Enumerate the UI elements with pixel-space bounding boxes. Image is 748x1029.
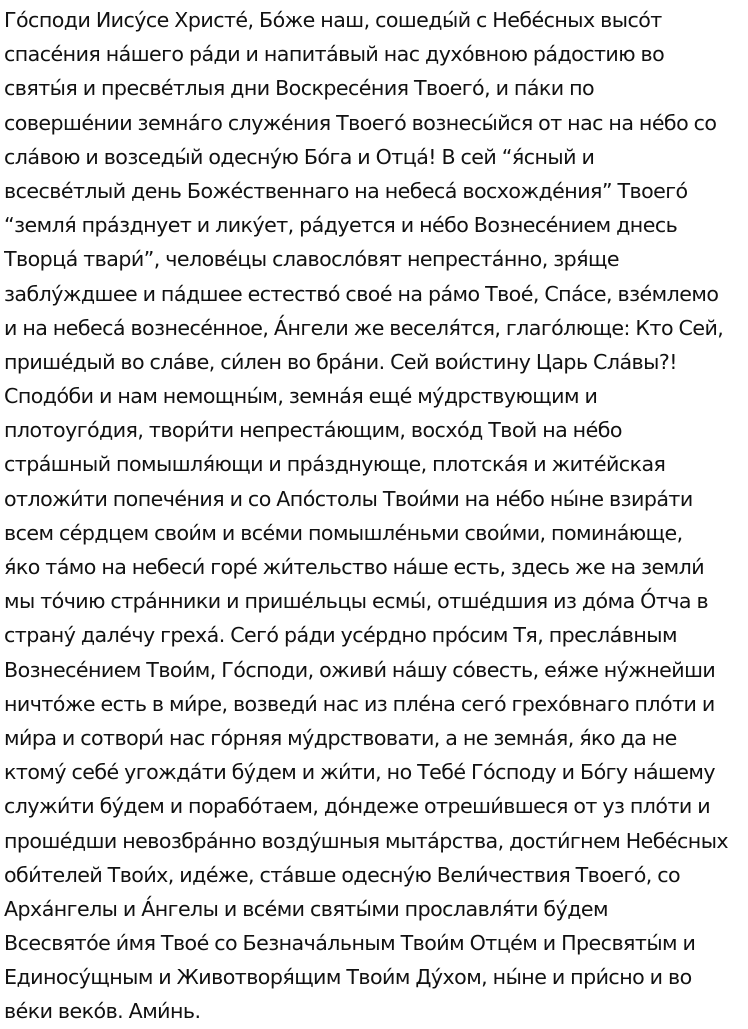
text-line: спасе́ния на́шего ра́ди и напита́вый нас духо́вною ра́достию во xyxy=(4,42,665,67)
text-line: ктому́ себе́ угожда́ти бу́дем и жи́ти, но Тебе́ Го́споду и Бо́гу на́шему xyxy=(4,760,716,785)
text-line: ничто́же есть в ми́ре, возведи́ нас из пле́на сего́ грехо́внаго пло́ти и xyxy=(4,691,715,716)
text-line: Творца́ твари́”, челове́цы славосло́вят непреста́нно, зря́ще xyxy=(4,247,619,272)
text-line: я́ко та́мо на небеси́ горе́ жи́тельство на́ше есть, здесь же на земли́ xyxy=(4,555,705,579)
text-line: ми́ра и сотвори́ нас го́рняя му́дрствовати, а не земна́я, я́ко да не xyxy=(4,725,677,750)
text-line: прише́дый во сла́ве, си́лен во бра́ни. Сей вои́стину Царь Сла́вы?! xyxy=(4,349,677,374)
text-line: Всесвято́е и́мя Твое́ со Безнача́льным Твои́м Отце́м и Пресвяты́м и xyxy=(4,931,696,956)
text-line: Вознесе́нием Твои́м, Го́споди, оживи́ на́шу со́весть, ея́же ну́жнейши xyxy=(4,657,716,682)
text-line: всесве́тлый день Боже́ственнаго на небеса́ восхожде́ния” Твоего́ xyxy=(4,178,688,203)
text-line: Единосу́щным и Животворя́щим Твои́м Ду́хом, ны́не и при́сно и во xyxy=(4,965,692,990)
text-line: сла́вою и возседы́й одесну́ю Бо́га и Отца́! В сей “я́сный и xyxy=(4,144,595,169)
text-line: святы́я и пресве́тлыя дни Воскресе́ния Твоего́, и па́ки по xyxy=(4,76,595,101)
text-line: ве́ки веко́в. Ами́нь. xyxy=(4,999,201,1024)
text-line: “земля́ пра́зднует и лику́ет, ра́дуется и не́бо Вознесе́нием днесь xyxy=(4,213,678,238)
text-line: всем се́рдцем свои́м и все́ми помышле́ньми свои́ми, помина́юще, xyxy=(4,520,683,545)
text-line: и на небеса́ вознесе́нное, А́нгели же веселя́тся, глаго́люще: Кто Сей, xyxy=(4,315,724,340)
text-line: соверше́нии земна́го служе́ния Твоего́ вознесы́йся от нас на не́бо со xyxy=(4,110,717,135)
text-line: проше́дши невозбра́нно возду́шныя мыта́рства, дости́гнем Небе́сных xyxy=(4,828,729,853)
text-line: отложи́ти попече́ния и со Апо́столы Твои́ми на не́бо ны́не взира́ти xyxy=(4,486,693,511)
text-line: Сподо́би и нам немощны́м, земна́я еще́ му́дрствующим и xyxy=(4,384,598,409)
text-line: стра́шный помышля́ющи и пра́зднующе, плотска́я и жите́йская xyxy=(4,452,666,477)
text-line: плотоуго́дия, твори́ти непреста́ющим, восхо́д Твой на не́бо xyxy=(4,418,622,443)
text-line: Арха́нгелы и А́нгелы и все́ми святы́ми прославля́ти бу́дем xyxy=(4,896,609,921)
text-line: Го́споди Иису́се Христе́, Бо́же наш, сошеды́й с Небе́сных высо́т xyxy=(4,8,662,32)
text-line: мы то́чию стра́нники и прише́льцы есмы́, отше́дшия из до́ма О́тча в xyxy=(4,589,709,614)
text-line: оби́телей Твои́х, иде́же, ста́вше одесну́ю Вели́чествия Твоего́, со xyxy=(4,862,681,887)
text-line: заблу́ждшее и па́дшее естество́ свое́ на ра́мо Твое́, Спа́се, взе́млемо xyxy=(4,281,719,306)
text-line: служи́ти бу́дем и порабо́таем, до́ндеже отреши́вшеся от уз пло́ти и xyxy=(4,794,711,819)
text-line: страну́ дале́чу греха́. Сего́ ра́ди усе́рдно про́сим Тя, пресла́вным xyxy=(4,623,677,648)
